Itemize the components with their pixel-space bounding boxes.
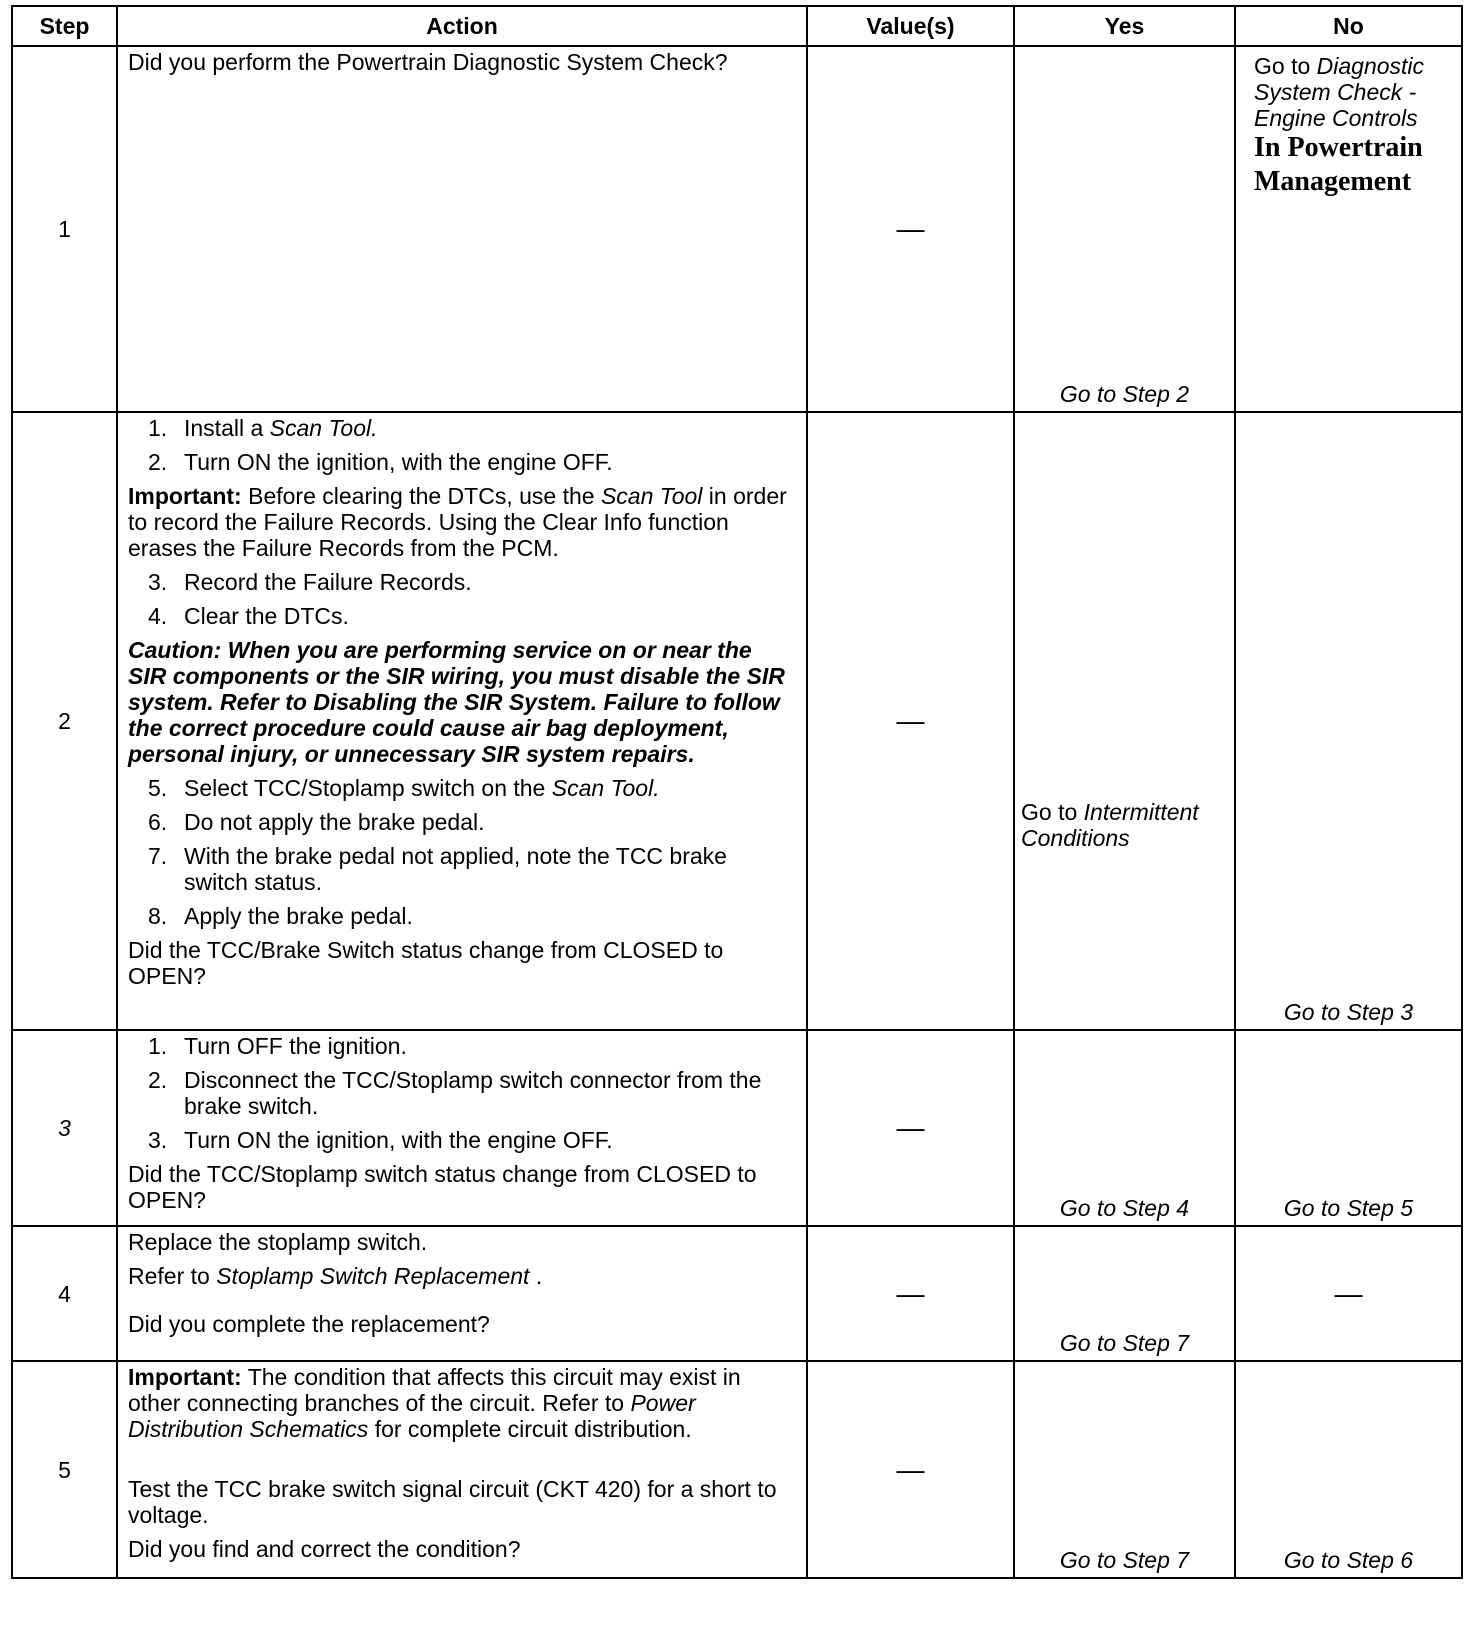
value-cell: — [807,1030,1014,1226]
step-number: 1 [12,46,117,412]
action-cell [117,46,807,412]
important-note: Important: Before clearing the DTCs, use the Scan Tool in order to record the Failure Records. Using the Clear Info function erases the Failure Records from the PCM. [128,483,787,561]
table-row [12,1226,1462,1361]
action-cell [117,412,807,1030]
no-cell: — [1235,1226,1462,1361]
no-cell [1235,412,1462,1030]
reference-text: Refer to Stoplamp Switch Replacement . [128,1263,543,1289]
table-row [12,1361,1462,1578]
yes-link[interactable]: Go to Step 4 [1059,1195,1190,1221]
action-cell [117,1030,807,1226]
no-cell [1235,1030,1462,1226]
step-number: 3 [12,1030,117,1226]
diagnostic-table [11,5,1463,1579]
value-cell: — [807,46,1014,412]
step-number: 2 [12,412,117,1030]
yes-cell [1014,46,1235,412]
table-row [12,46,1462,412]
yes-link[interactable]: Go to Intermittent Conditions [1021,799,1199,851]
list-item: 8. Apply the brake pedal. [148,903,413,929]
list-item: 4. Clear the DTCs. [148,603,349,629]
table-row [12,1030,1462,1226]
step-number: 4 [12,1226,117,1361]
yes-cell [1014,1030,1235,1226]
list-item: 1. Turn OFF the ignition. [148,1033,407,1059]
yes-cell [1014,1361,1235,1578]
header-action: Action [117,6,807,46]
header-step: Step [12,6,117,46]
list-item: 2. Turn ON the ignition, with the engine OFF. [148,449,613,475]
list-item: 6. Do not apply the brake pedal. [148,809,485,835]
no-prefix: Go to [1254,53,1317,79]
yes-cell [1014,1226,1235,1361]
value-cell: — [807,1361,1014,1578]
list-item: 7. With the brake pedal not applied, note the TCC brake switch status. [148,843,727,895]
table-row [12,412,1462,1030]
list-item: 1. Install a Scan Tool. [148,415,378,441]
yes-cell [1014,412,1235,1030]
instruction-text: Replace the stoplamp switch. [128,1229,428,1255]
yes-link[interactable]: Go to Step 7 [1059,1330,1190,1356]
header-row [12,6,1462,46]
list-item: 3. Turn ON the ignition, with the engine OFF. [148,1127,613,1153]
action-cell [117,1226,807,1361]
test-instruction: Test the TCC brake switch signal circuit (CKT 420) for a short to voltage. [128,1476,777,1528]
no-link[interactable]: Go to Step 6 [1283,1547,1414,1573]
question-text: Did the TCC/Brake Switch status change from CLOSED to OPEN? [128,937,724,989]
caution-note: Caution: When you are performing service on or near the SIR components or the SIR wiring, you must disable the SIR system. Refer to Disabling the SIR System. Failure to follow the correct procedure could cause air bag deployment, personal injury, or unnecessary SIR system repairs. [128,637,785,767]
list-item: 3. Record the Failure Records. [148,569,472,595]
no-cell [1235,1361,1462,1578]
no-link-title: Diagnostic System Check - Engine Controls [1254,53,1425,131]
header-no: No [1235,6,1462,46]
value-cell: — [807,1226,1014,1361]
no-link[interactable] [1236,47,1461,199]
action-cell [117,1361,807,1578]
header-yes: Yes [1014,6,1235,46]
question-text: Did you find and correct the condition? [128,1536,521,1562]
question-text: Did you complete the replacement? [128,1311,490,1337]
question-text: Did the TCC/Stoplamp switch status change from CLOSED to OPEN? [128,1161,757,1213]
list-item: 2. Disconnect the TCC/Stoplamp switch connector from the brake switch. [148,1067,762,1119]
yes-link[interactable]: Go to Step 7 [1059,1547,1190,1573]
no-reference: In Powertrain Management [1254,132,1423,197]
step-number: 5 [12,1361,117,1578]
question-text: Did you perform the Powertrain Diagnostic System Check? [128,49,728,75]
value-cell: — [807,412,1014,1030]
no-link[interactable]: Go to Step 5 [1283,1195,1414,1221]
important-note: Important: The condition that affects this circuit may exist in other connecting branches of the circuit. Refer to Power Distribution Schematics for complete circuit distribution. [128,1364,741,1442]
header-values: Value(s) [807,6,1014,46]
no-cell [1235,46,1462,412]
yes-link[interactable]: Go to Step 2 [1059,381,1190,407]
list-item: 5. Select TCC/Stoplamp switch on the Scan Tool. [148,775,660,801]
no-link[interactable]: Go to Step 3 [1283,999,1414,1025]
